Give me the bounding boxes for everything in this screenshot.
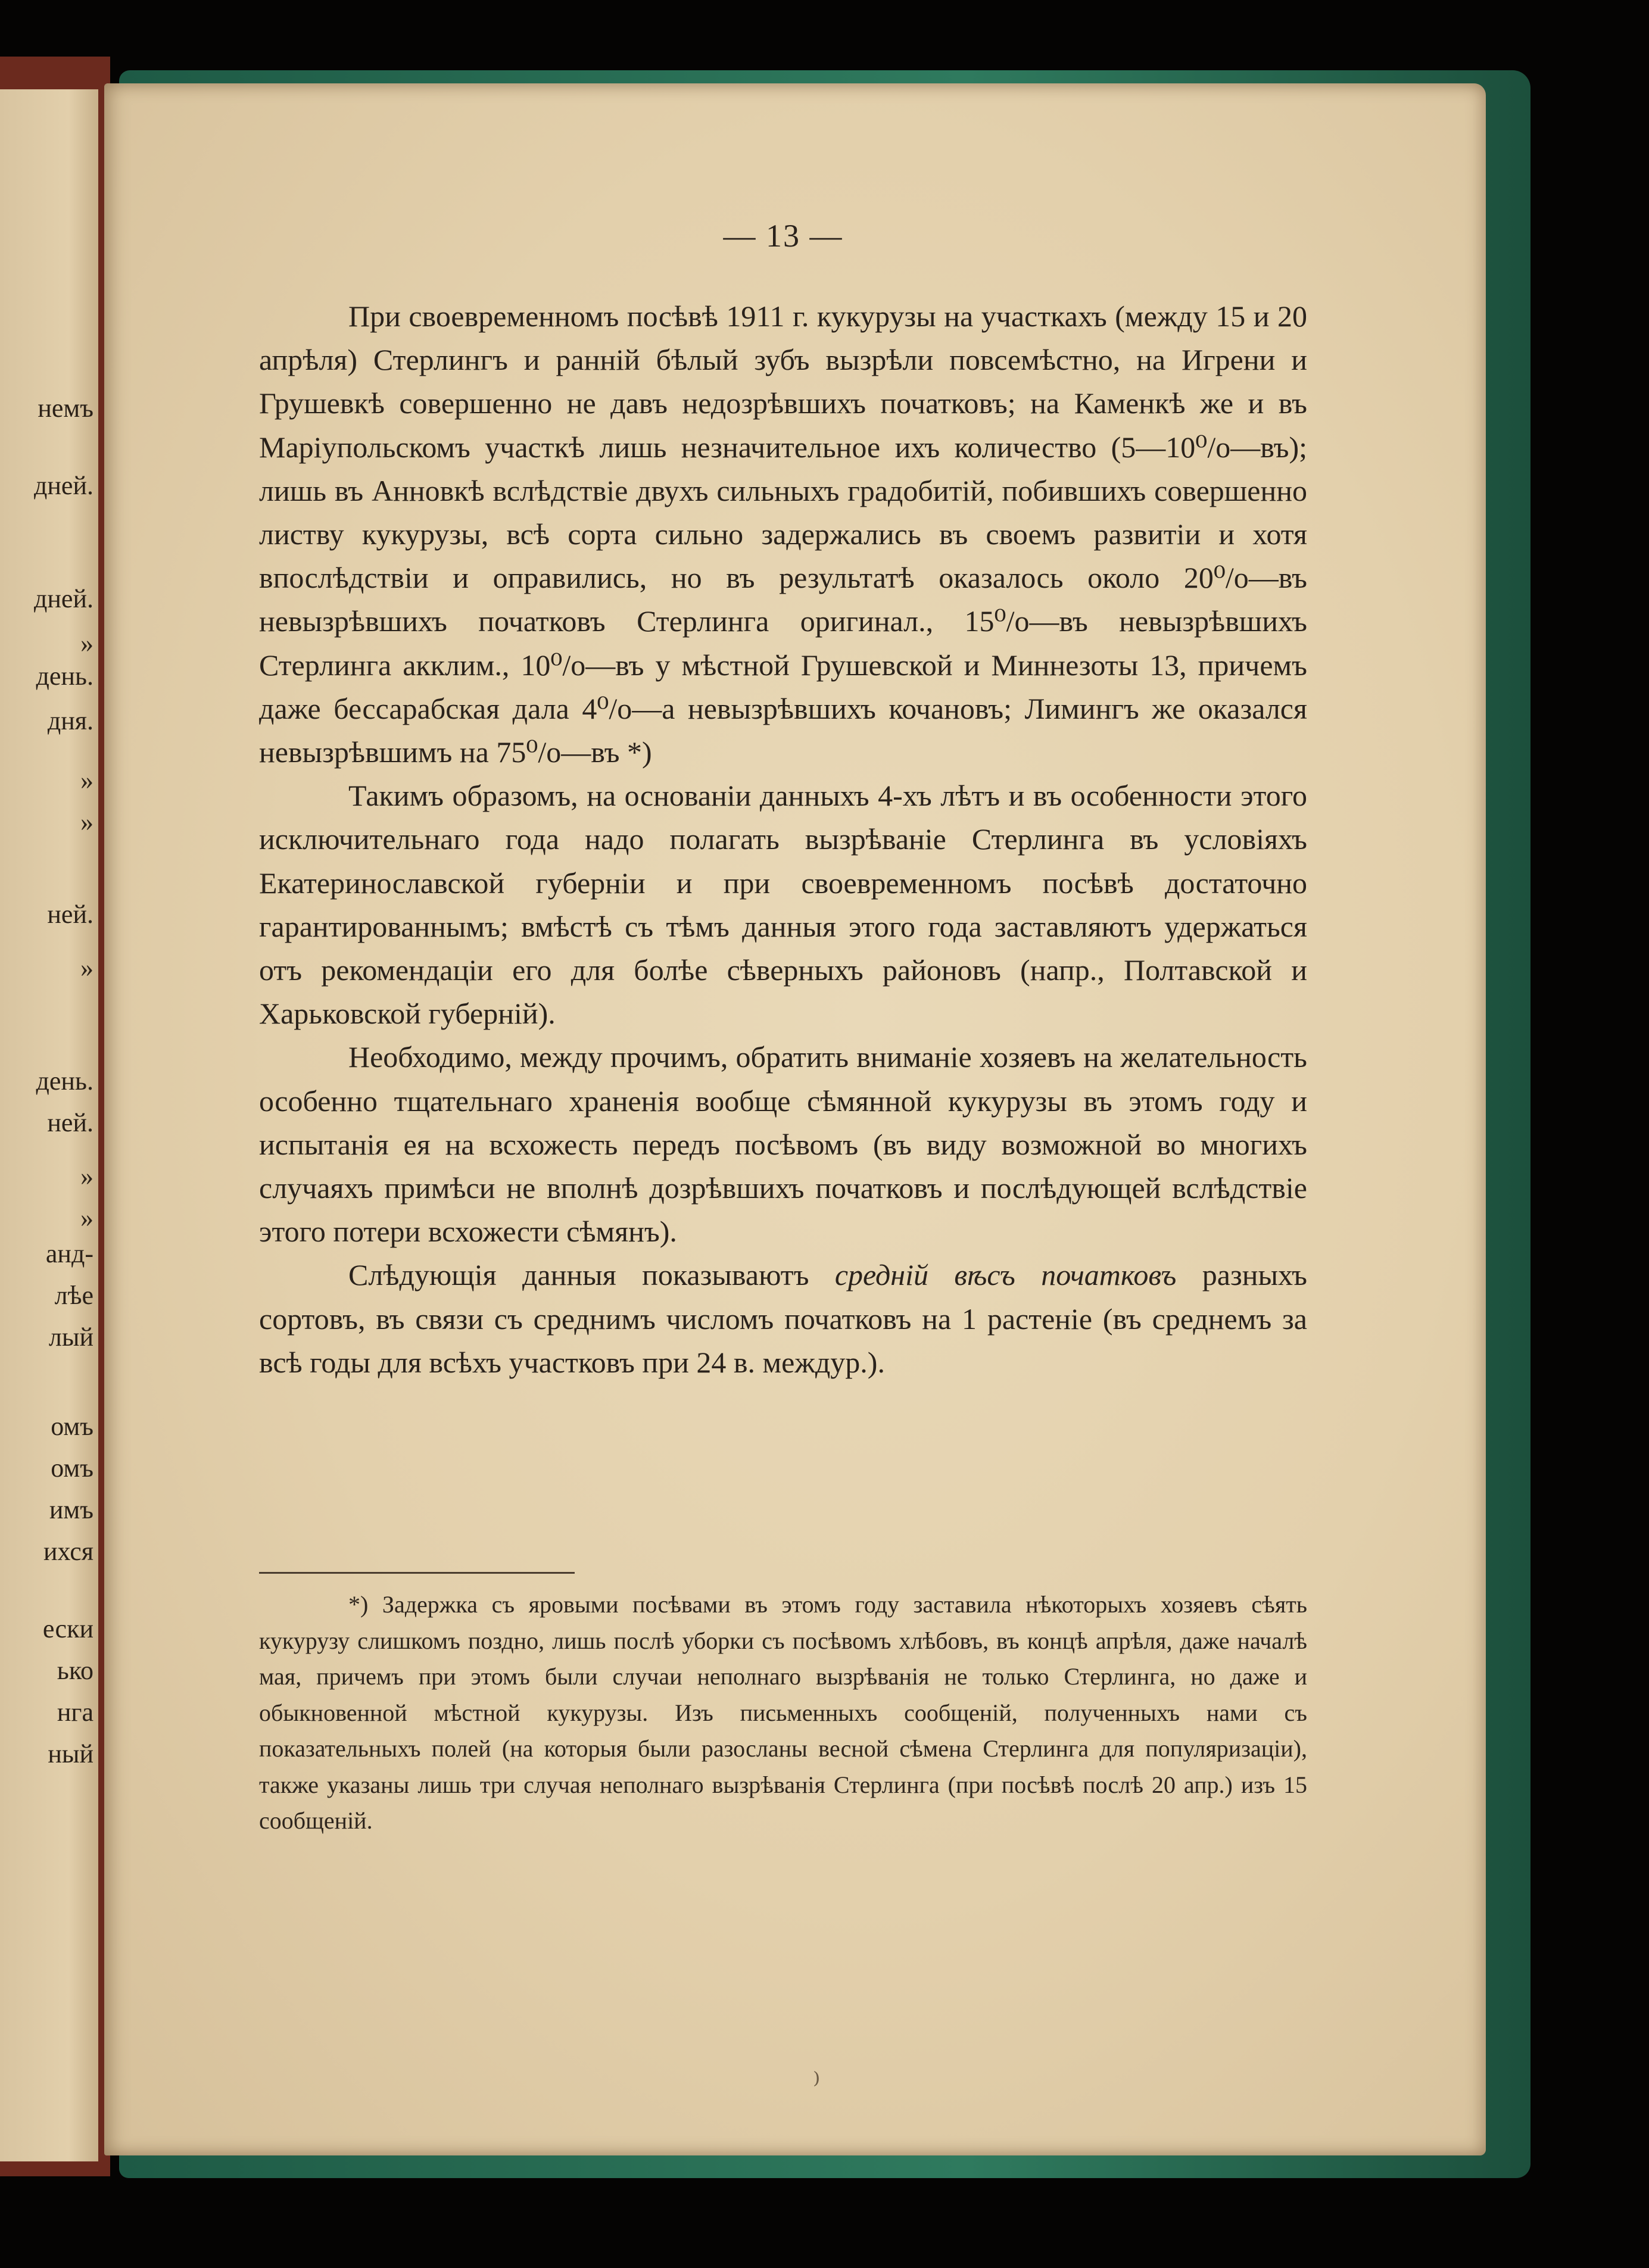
left-fragment: » [80, 807, 93, 837]
left-fragment: ный [48, 1739, 93, 1768]
left-fragment: ько [57, 1656, 93, 1685]
body-text [259, 295, 1307, 1384]
paragraph: При своевременномъ посѣвѣ 1911 г. кукурузы на участкахъ (между 15 и 20 апрѣля) Стерлингъ и раннiй бѣлый зубъ вызрѣли повсемѣстно, на Игрени и Грушевкѣ совершенно не давъ недозрѣвшихъ початковъ; на Каменкѣ же и въ Марiупольскомъ участкѣ лишь незначительное ихъ количество (5—10⁰/о—въ); лишь въ Анновкѣ вслѣдствiе двухъ сильныхъ градобитiй, побившихъ совершенно листву кукурузы, всѣ сорта сильно задержались въ своемъ развитiи и хотя впослѣдствiи и оправились, но въ результатѣ оказалось около 20⁰/о—въ невызрѣвшихъ початковъ Стерлинга оригинал., 15⁰/о—въ невызрѣвшихъ Стерлинга акклим., 10⁰/о—въ у мѣстной Грушевской и Миннезоты 13, причемъ даже бессарабская дала 4⁰/о—а невызрѣвшихъ кочановъ; Лимингъ же оказался невызрѣвшимъ на 75⁰/о—въ *) [259, 300, 1307, 769]
left-fragment: омъ [51, 1412, 93, 1441]
page-blemish: ⁾ [813, 2067, 821, 2100]
left-fragment: ней. [47, 1108, 93, 1137]
paragraph-italic-text: средній вѣсъ початковъ [834, 1258, 1177, 1292]
left-fragment: омъ [51, 1453, 93, 1483]
left-fragment: имъ [49, 1495, 93, 1524]
left-fragment: ески [42, 1614, 93, 1643]
left-fragment: немъ [38, 394, 93, 423]
paragraph: Такимъ образомъ, на основанiи данныхъ 4-хъ лѣтъ и въ особенности этого исключительнаго года надо полагать вызрѣванiе Стерлинга въ условiяхъ Екатеринославской губернiи и при своевременномъ посѣвѣ достаточно гарантированнымъ; вмѣстѣ съ тѣмъ данныя этого года заставляютъ удержаться отъ рекомендацiи его для болѣе сѣверныхъ районовъ (напр., Полтавской и Харьковской губернiй). [259, 779, 1307, 1031]
left-page [0, 89, 98, 2161]
left-fragment: » [80, 629, 93, 658]
left-fragment: дней. [33, 584, 93, 613]
left-fragment: лый [48, 1322, 93, 1352]
left-fragment: анд- [45, 1239, 93, 1268]
paragraph-text: Слѣдующiя данныя показываютъ [348, 1258, 835, 1292]
left-fragment: ихся [43, 1537, 93, 1566]
footnote [259, 1587, 1307, 1839]
left-fragment: » [80, 1162, 93, 1191]
left-fragment: » [80, 953, 93, 982]
left-fragment: дней. [33, 471, 93, 500]
footnote-text: *) Задержка съ яровыми посѣвами въ этомъ году заставила нѣкоторыхъ хозяевъ сѣять кукурузу слишкомъ поздно, лишь послѣ уборки съ посѣвомъ хлѣбовъ, въ концѣ апрѣля, даже началѣ мая, причемъ при этомъ были случаи неполнаго вызрѣванiя не только Стерлинга, но даже и обыкновенной мѣстной кукурузы. Изъ письменныхъ сообщенiй, полученныхъ нами съ показательныхъ полей (на которыя были разосланы весной сѣмена Стерлинга для популяризацiи), также указаны лишь три случая неполнаго вызрѣванiя Стерлинга (при посѣвѣ послѣ 20 апр.) изъ 15 сообщенiй. [259, 1591, 1307, 1834]
left-fragment: день. [36, 1066, 93, 1096]
left-fragment: » [80, 1203, 93, 1233]
footnote-divider [259, 1572, 575, 1574]
page-number: — 13 — [723, 218, 843, 254]
left-fragment: нга [57, 1698, 93, 1727]
left-fragment: дня. [47, 706, 93, 735]
left-fragment: лѣе [54, 1281, 93, 1310]
book-page [104, 83, 1486, 2155]
left-fragment: » [80, 766, 93, 795]
left-fragment: ней. [47, 900, 93, 929]
paragraph [259, 1253, 1307, 1384]
paragraph: Необходимо, между прочимъ, обратить вниманiе хозяевъ на желательность особенно тщательнаго храненiя вообще сѣмянной кукурузы въ этомъ году и испытанiя ея на всхожесть передъ посѣвомъ (въ виду возможной во многихъ случаяхъ примѣси не вполнѣ дозрѣвшихъ початковъ и послѣдующей вслѣдствiе этого потери всхожести сѣмянъ). [259, 1040, 1307, 1249]
left-fragment: день. [36, 662, 93, 691]
paragraph-text: разныхъ сортовъ, въ связи съ среднимъ числомъ початковъ на 1 растенiе (въ среднемъ за всѣ годы для всѣхъ участковъ при 24 в. междур.). [259, 1258, 1307, 1379]
